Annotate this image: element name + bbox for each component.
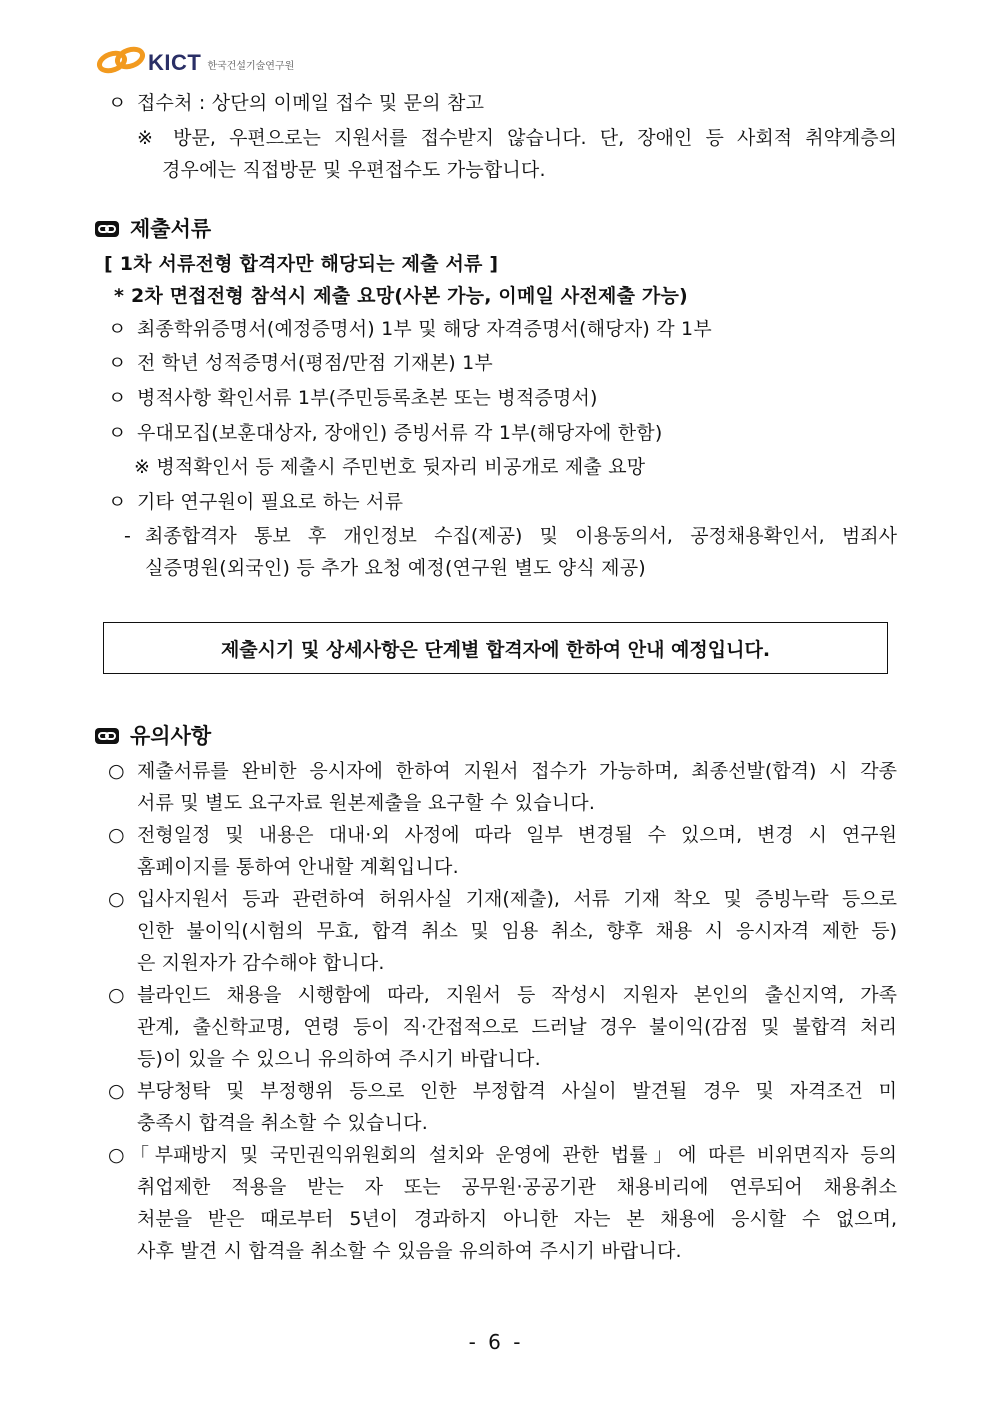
documents-title: 제출서류 <box>130 217 212 241</box>
caution-line: 등)이 있을 수 있으니 유의하여 주시기 바랍니다. <box>137 1048 541 1070</box>
bullet-marker: ㅇ <box>108 92 127 114</box>
other-documents-sub-line2: 실증명원(외국인) 등 추가 요청 예정(연구원 별도 양식 제공) <box>145 557 646 579</box>
dash-marker: - <box>124 525 131 547</box>
bullet-marker: ㅇ <box>108 318 127 340</box>
caution-line: 블라인드 채용을 시행함에 따라, 지원서 등 작성시 지원자 본인의 출신지역, 가족 <box>137 984 897 1006</box>
kict-logo <box>96 46 294 76</box>
document-item: 최종학위증명서(예정증명서) 1부 및 해당 자격증명서(해당자) 각 1부 <box>137 318 712 340</box>
bullet-marker: ㅇ <box>108 422 127 444</box>
logo-subtitle: 한국건설기술연구원 <box>207 61 295 72</box>
documents-bold-note: * 2차 면접전형 참석시 제출 요망(사본 가능, 이메일 사전제출 가능) <box>114 285 688 307</box>
caution-bullet: ○ <box>108 824 125 846</box>
caution-line: 전형일정 및 내용은 대내·외 사정에 따라 일부 변경될 수 있으며, 변경 시 연구원 <box>137 824 897 846</box>
caution-line: 처분을 받은 때로부터 5년이 경과하지 아니한 자는 본 채용에 응시할 수 없으며, <box>137 1208 897 1230</box>
other-documents-item: 기타 연구원이 필요로 하는 서류 <box>137 491 404 513</box>
reception-note-line2: 경우에는 직접방문 및 우편접수도 가능합니다. <box>162 159 546 181</box>
document-item: 우대모집(보훈대상자, 장애인) 증빙서류 각 1부(해당자에 한함) <box>137 422 663 444</box>
cautions-title: 유의사항 <box>130 724 212 748</box>
caution-bullet: ○ <box>108 1080 125 1102</box>
caution-line: 인한 불이익(시험의 무효, 합격 취소 및 임용 취소, 향후 채용 시 응시자격 제한 등) <box>137 920 897 942</box>
caution-bullet: ○ <box>108 888 125 910</box>
kict-logo-icon <box>96 46 146 76</box>
page-number: - 6 - <box>468 1330 524 1354</box>
other-documents-sub-line1: 최종합격자 통보 후 개인정보 수집(제공) 및 이용동의서, 공정채용확인서, 범죄사 <box>145 525 897 547</box>
caution-line: 은 지원자가 감수해야 합니다. <box>137 952 385 974</box>
military-note: ※ 병적확인서 등 제출시 주민번호 뒷자리 비공개로 제출 요망 <box>134 456 646 478</box>
caution-line: 서류 및 별도 요구자료 원본제출을 요구할 수 있습니다. <box>137 792 596 814</box>
link-icon <box>94 727 120 745</box>
notice-text: 제출시기 및 상세사항은 단계별 합격자에 한하여 안내 예정입니다. <box>220 638 771 661</box>
document-item: 전 학년 성적증명서(평점/만점 기재본) 1부 <box>137 352 493 374</box>
bullet-marker: ㅇ <box>108 387 127 409</box>
link-icon <box>94 220 120 238</box>
bullet-marker: ㅇ <box>108 352 127 374</box>
reception-note-line1: ※ 방문, 우편으로는 지원서를 접수받지 않습니다. 단, 장애인 등 사회적 취약계층의 <box>137 127 897 149</box>
notice-box <box>103 622 888 674</box>
caution-bullet: ○ <box>108 1144 125 1166</box>
logo-text: KICT <box>148 50 202 75</box>
caution-bullet: ○ <box>108 984 125 1006</box>
caution-line: 부당청탁 및 부정행위 등으로 인한 부정합격 사실이 발견될 경우 및 자격조건 미 <box>137 1080 897 1102</box>
caution-line: 제출서류를 완비한 응시자에 한하여 지원서 접수가 가능하며, 최종선발(합격) 시 각종 <box>137 760 897 782</box>
caution-line: 충족시 합격을 취소할 수 있습니다. <box>137 1112 428 1134</box>
documents-subheading: [ 1차 서류전형 합격자만 해당되는 제출 서류 ] <box>104 253 499 275</box>
bullet-marker: ㅇ <box>108 491 127 513</box>
caution-line: 입사지원서 등과 관련하여 허위사실 기재(제출), 서류 기재 착오 및 증빙누락 등으로 <box>137 888 897 910</box>
caution-bullet: ○ <box>108 760 125 782</box>
caution-line: 관계, 출신학교명, 연령 등이 직·간접적으로 드러날 경우 불이익(감점 및 불합격 처리 <box>137 1016 897 1038</box>
caution-line: 홈페이지를 통하여 안내할 계획입니다. <box>137 856 459 878</box>
document-item: 병적사항 확인서류 1부(주민등록초본 또는 병적증명서) <box>137 387 598 409</box>
caution-line: 「부패방지 및 국민권익위원회의 설치와 운영에 관한 법률」에 따른 비위면직자 등의 <box>130 1144 897 1166</box>
reception-line: 접수처 : 상단의 이메일 접수 및 문의 참고 <box>137 92 485 114</box>
documents-heading <box>94 215 211 243</box>
caution-line: 취업제한 적용을 받는 자 또는 공무원·공공기관 채용비리에 연루되어 채용취소 <box>137 1176 897 1198</box>
cautions-heading <box>94 722 211 750</box>
caution-line: 사후 발견 시 합격을 취소할 수 있음을 유의하여 주시기 바랍니다. <box>137 1240 682 1262</box>
